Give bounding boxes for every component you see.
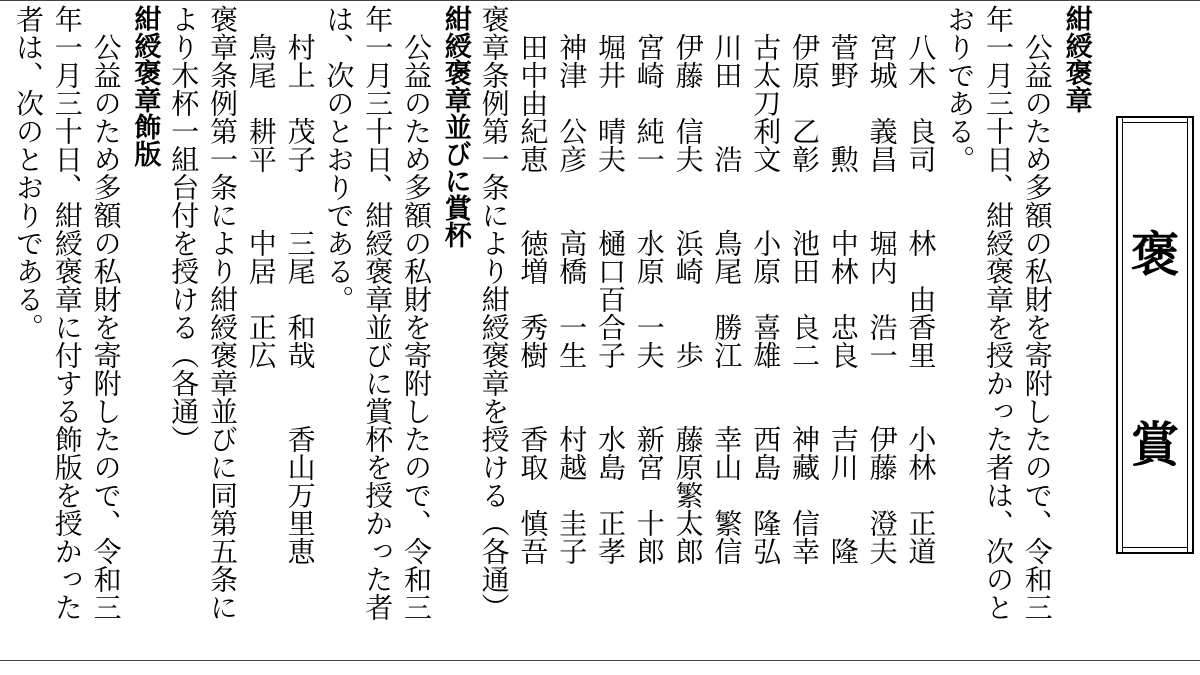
text-column: 年一月三十日、紺綬褒章並びに賞杯を授かった者 (361, 5, 395, 621)
subheading-column: 紺綬褒章飾版 (129, 5, 161, 167)
text-column: 褒章条例第一条により紺綬褒章を授ける（各通） (477, 5, 511, 621)
text-column: 公益のため多額の私財を寄附したので、令和三 (400, 5, 433, 621)
text-column: 菅野 勲 中林 忠良 吉川 隆 (826, 5, 860, 565)
text-column: 田中由紀恵 徳増 秀樹 香取 慎吾 (516, 5, 550, 565)
text-column: 伊原 乙彰 池田 良二 神藏 信幸 (788, 5, 821, 565)
text-column: 伊藤 信夫 浜崎 歩 藤原繁太郎 (671, 5, 705, 565)
text-column: 宮崎 純一 水原 一夫 新宮 十郎 (632, 5, 666, 565)
text-column: 年一月三十日、紺綬褒章を授かった者は、次のと (982, 5, 1015, 621)
text-column: 村上 茂子 三尾 和哉 香山万里恵 (283, 5, 317, 565)
text-column: 年一月三十日、紺綬褒章に付する飾版を授かった (50, 5, 84, 621)
heading-char-1: 褒 (1130, 227, 1179, 283)
text-column: 古太刀利文 小原 喜雄 西島 隆弘 (749, 5, 783, 565)
text-column: 公益のため多額の私財を寄附したので、令和三 (89, 5, 123, 621)
text-column: 者は、次のとおりである。 (12, 5, 45, 341)
subheading-column: 紺綬褒章並びに賞杯 (439, 5, 471, 248)
text-column: 川田 浩 鳥尾 勝江 幸山 繁信 (710, 5, 744, 565)
text-column: おりである。 (943, 5, 977, 173)
text-column: 鳥尾 耕平 中居 正広 (244, 5, 278, 369)
text-column: 褒章条例第一条により紺綬褒章並びに同第五条に (206, 5, 239, 621)
bottom-rule (0, 660, 1200, 661)
section-heading-box (1116, 116, 1194, 554)
text-column: 公益のため多額の私財を寄附したので、令和三 (1020, 5, 1054, 621)
text-column: 八木 良司 林 由香里 小林 正道 (904, 5, 938, 565)
text-column: 神津 公彦 高橋 一生 村越 圭子 (555, 5, 589, 565)
text-column: 宮城 義昌 堀内 浩一 伊藤 澄夫 (865, 5, 899, 565)
subheading-column: 紺綬褒章 (1060, 5, 1092, 113)
text-column: より木杯一組台付を授ける（各通） (167, 5, 201, 453)
text-column: は、次のとおりである。 (322, 5, 356, 313)
text-column: 堀井 晴夫 樋口百合子 水島 正孝 (594, 5, 627, 565)
top-rule (0, 0, 1200, 1)
heading-char-2: 賞 (1130, 417, 1179, 473)
